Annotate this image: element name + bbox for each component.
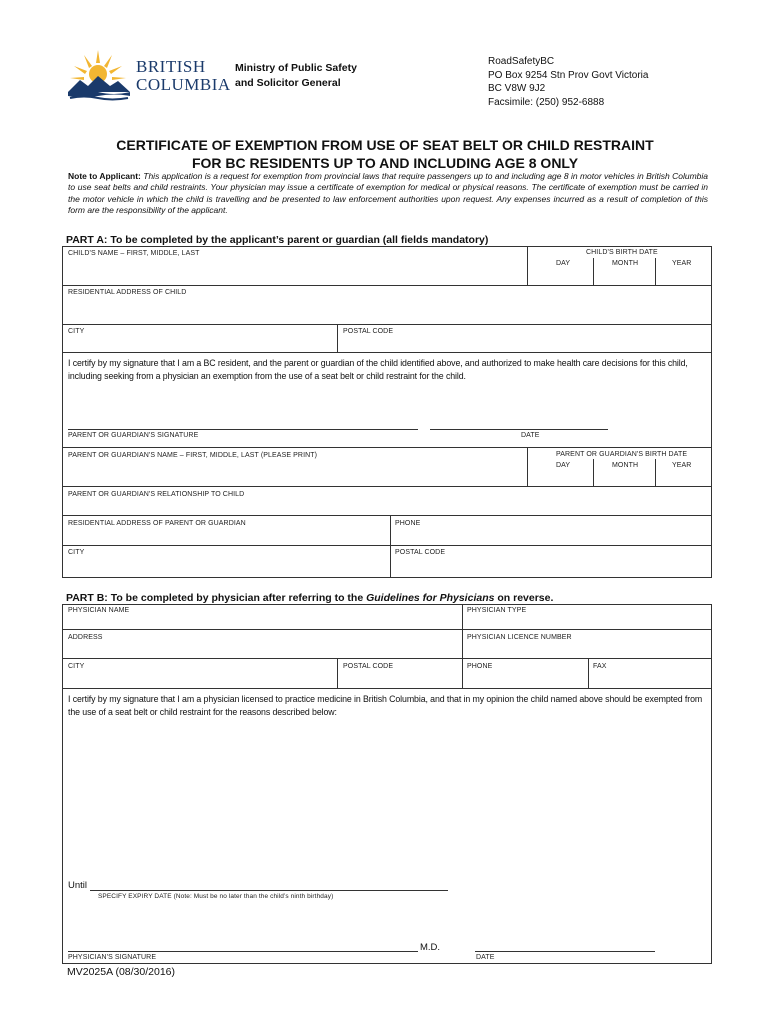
child-address-field[interactable]	[70, 300, 706, 322]
guardian-postal-code-field[interactable]	[397, 559, 705, 573]
expiry-date-field[interactable]	[90, 876, 448, 890]
physician-postal-code-label: POSTAL CODE	[343, 663, 394, 670]
exemption-reasons-field[interactable]	[70, 722, 706, 872]
guardian-birth-month-field[interactable]	[596, 472, 654, 485]
guardian-name-label: PARENT OR GUARDIAN'S NAME – FIRST, MIDDLE, LAST (PLEASE PRINT)	[68, 452, 318, 459]
guardian-phone-field[interactable]	[397, 530, 705, 542]
guardian-birth-year-field[interactable]	[658, 472, 710, 485]
child-address-label: RESIDENTIAL ADDRESS OF CHILD	[68, 289, 187, 296]
divider	[337, 324, 338, 352]
part-a-heading: PART A: To be completed by the applicant’s parent or guardian (all fields mandatory)	[66, 234, 489, 246]
fax-number: Facsimile: (250) 952-6888	[488, 96, 605, 108]
physician-city-label: CITY	[68, 663, 85, 670]
form-code: MV2025A (08/30/2016)	[67, 966, 175, 978]
note-to-applicant	[68, 171, 708, 216]
child-birth-day-field[interactable]	[530, 270, 592, 284]
guardian-certification-text: I certify by my signature that I am a BC resident, and the parent or guardian of the child identified above, and authorized to make health care decisions for this child, including seeking from a physician an exemption from the use of a seat belt or child restraint for the child.	[68, 358, 688, 381]
child-birth-year-field[interactable]	[658, 270, 710, 284]
note-text: This application is a request for exemption from provincial laws that require passengers up to and including age 8 in motor vehicles in British Columbia to use seat belts and child restraints. Your physician may issue a certificate of exemption for medical or physical reasons. The certificate of exemption must be carried in the motor vehicle in which the child is travelling and be presented to law enforcement authorities upon request. Any expenses incurred as a result of completion of this form are the responsibility of the applicant.	[68, 171, 708, 215]
ministry-name	[235, 61, 357, 90]
physician-phone-label: PHONE	[467, 663, 493, 670]
sun-mountain-icon	[66, 48, 136, 104]
physician-city-field[interactable]	[70, 673, 332, 685]
guardian-address-field[interactable]	[70, 530, 384, 542]
note-label: Note to Applicant:	[68, 171, 141, 181]
physician-date-line	[475, 951, 655, 952]
guardian-signature-date-field[interactable]	[430, 408, 608, 428]
physician-address-label: ADDRESS	[68, 634, 103, 641]
form-title-line-2: FOR BC RESIDENTS UP TO AND INCLUDING AGE 8 ONLY	[191, 155, 579, 171]
guardian-birth-day-field[interactable]	[530, 472, 592, 485]
divider	[62, 447, 712, 448]
expiry-date-label: SPECIFY EXPIRY DATE (Note: Must be no later than the child’s ninth birthday)	[98, 893, 334, 900]
address-line: PO Box 9254 Stn Prov Govt Victoria	[488, 69, 649, 81]
child-birth-month-label: MONTH	[612, 260, 639, 267]
guardian-phone-label: PHONE	[395, 520, 421, 527]
part-b-heading-text: PART B: To be completed by physician after referring to the	[66, 592, 367, 604]
relationship-label: PARENT OR GUARDIAN'S RELATIONSHIP TO CHILD	[68, 491, 245, 498]
divider	[593, 258, 594, 285]
divider	[337, 658, 338, 688]
bc-logo	[66, 48, 231, 104]
divider	[655, 258, 656, 285]
logo-text-british: BRITISH	[136, 57, 206, 76]
child-birth-date-label: CHILD'S BIRTH DATE	[586, 249, 658, 256]
form-title-line-1: CERTIFICATE OF EXEMPTION FROM USE OF SEAT BELT OR CHILD RESTRAINT	[116, 137, 654, 153]
physician-signature-line	[68, 951, 418, 952]
until-label: Until	[68, 880, 88, 891]
divider	[527, 447, 528, 486]
physician-fax-field[interactable]	[595, 673, 707, 685]
physician-date-label: DATE	[476, 954, 495, 961]
divider	[62, 285, 712, 286]
md-designation: M.D.	[420, 942, 441, 953]
part-b-heading	[66, 592, 553, 604]
ministry-line-1: Ministry of Public Safety	[235, 62, 357, 74]
physician-phone-field[interactable]	[469, 673, 583, 685]
logo-text-columbia: COLUMBIA	[136, 75, 231, 94]
divider	[62, 352, 712, 353]
physician-signature-label: PHYSICIAN'S SIGNATURE	[68, 954, 157, 961]
physician-licence-field[interactable]	[469, 644, 707, 656]
divider	[62, 486, 712, 487]
child-postal-code-field[interactable]	[345, 338, 705, 350]
physician-address-field[interactable]	[70, 644, 456, 656]
child-postal-code-label: POSTAL CODE	[343, 328, 394, 335]
physician-name-label: PHYSICIAN NAME	[68, 607, 130, 614]
child-city-field[interactable]	[70, 338, 332, 350]
divider	[62, 658, 712, 659]
physician-certification-text: I certify by my signature that I am a physician licensed to practice medicine in British Columbia, and that in my opinion the child named above should be exempted from the use of a seat belt or child restraint for the reasons described below:	[68, 694, 703, 717]
divider	[62, 688, 712, 689]
part-b-heading-end: on reverse.	[494, 592, 554, 604]
guardian-postal-code-label: POSTAL CODE	[395, 549, 446, 556]
divider	[62, 515, 712, 516]
guardian-birth-year-label: YEAR	[672, 462, 692, 469]
divider	[462, 604, 463, 688]
physician-signature-field[interactable]	[68, 934, 418, 950]
child-birth-day-label: DAY	[556, 260, 571, 267]
guardian-birth-month-label: MONTH	[612, 462, 639, 469]
guardian-date-line	[430, 429, 608, 430]
guardian-date-label: DATE	[521, 432, 540, 439]
divider	[62, 324, 712, 325]
child-city-label: CITY	[68, 328, 85, 335]
mailing-address	[488, 55, 648, 109]
physician-type-field[interactable]	[469, 617, 707, 627]
ministry-line-2: and Solicitor General	[235, 76, 341, 89]
physician-date-field[interactable]	[475, 934, 655, 950]
guardian-name-field[interactable]	[70, 462, 520, 484]
divider	[390, 515, 391, 578]
guardian-signature-label: PARENT OR GUARDIAN'S SIGNATURE	[68, 432, 199, 439]
guardian-birth-date-label: PARENT OR GUARDIAN'S BIRTH DATE	[556, 451, 688, 458]
child-name-label: CHILD'S NAME – FIRST, MIDDLE, LAST	[68, 250, 200, 257]
expiry-date-line	[90, 890, 448, 891]
relationship-field[interactable]	[70, 501, 706, 513]
physician-postal-code-field[interactable]	[345, 673, 457, 685]
divider	[655, 459, 656, 486]
divider	[588, 658, 589, 688]
divider	[527, 246, 528, 285]
guardian-signature-field[interactable]	[68, 408, 418, 428]
physician-fax-label: FAX	[593, 663, 607, 670]
guardian-signature-line	[68, 429, 418, 430]
divider	[62, 629, 712, 630]
child-birth-month-field[interactable]	[596, 270, 654, 284]
guidelines-reference: Guidelines for Physicians	[366, 592, 495, 604]
physician-name-field[interactable]	[70, 617, 456, 627]
child-name-field[interactable]	[70, 260, 520, 284]
guardian-address-label: RESIDENTIAL ADDRESS OF PARENT OR GUARDIAN	[68, 520, 246, 527]
child-birth-year-label: YEAR	[672, 260, 692, 267]
address-line: BC V8W 9J2	[488, 83, 546, 95]
physician-licence-label: PHYSICIAN LICENCE NUMBER	[467, 634, 572, 641]
physician-type-label: PHYSICIAN TYPE	[467, 607, 527, 614]
divider	[593, 459, 594, 486]
guardian-city-field[interactable]	[70, 559, 384, 573]
divider	[62, 545, 712, 546]
guardian-birth-day-label: DAY	[556, 462, 571, 469]
address-line: RoadSafetyBC	[488, 56, 555, 67]
guardian-city-label: CITY	[68, 549, 85, 556]
